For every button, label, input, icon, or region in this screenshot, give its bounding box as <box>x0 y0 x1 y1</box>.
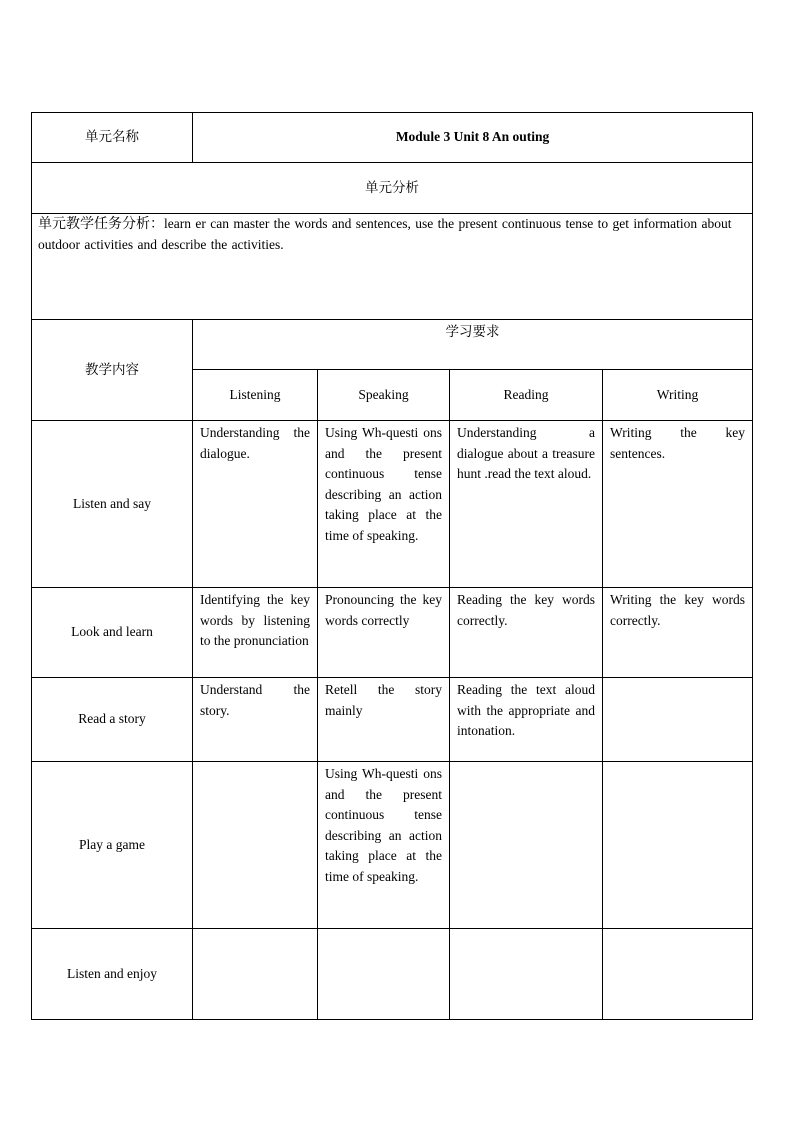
content-item-name: Play a game <box>32 762 193 929</box>
speaking-requirement: Using Wh-questi ons and the present continuous tense describing an action taking place at the time of speaking. <box>318 762 450 929</box>
skill-header-reading: Reading <box>450 370 603 421</box>
writing-requirement: Writing the key sentences. <box>603 421 753 588</box>
listening-requirement <box>193 929 318 1020</box>
listening-requirement: Understand the story. <box>193 678 318 762</box>
table-row <box>32 421 753 588</box>
writing-requirement <box>603 678 753 762</box>
analysis-header-row <box>32 163 753 214</box>
task-analysis-cell <box>32 214 753 320</box>
requirements-label: 学习要求 <box>193 320 753 370</box>
table-row <box>32 762 753 929</box>
unit-name-row <box>32 113 753 163</box>
unit-name-label: 单元名称 <box>32 113 193 163</box>
skill-header-listening: Listening <box>193 370 318 421</box>
unit-name-value: Module 3 Unit 8 An outing <box>193 113 753 163</box>
content-item-name: Read a story <box>32 678 193 762</box>
speaking-requirement <box>318 929 450 1020</box>
speaking-requirement: Using Wh-questi ons and the present continuous tense describing an action taking place at the time of speaking. <box>318 421 450 588</box>
reading-requirement <box>450 762 603 929</box>
writing-requirement: Writing the key words correctly. <box>603 588 753 678</box>
analysis-header: 单元分析 <box>32 163 753 214</box>
skill-header-writing: Writing <box>603 370 753 421</box>
listening-requirement <box>193 762 318 929</box>
unit-plan-table <box>31 112 753 1020</box>
table-row <box>32 929 753 1020</box>
speaking-requirement: Retell the story mainly <box>318 678 450 762</box>
speaking-requirement: Pronouncing the key words correctly <box>318 588 450 678</box>
content-item-name: Listen and say <box>32 421 193 588</box>
content-item-name: Listen and enjoy <box>32 929 193 1020</box>
writing-requirement <box>603 929 753 1020</box>
listening-requirement: Understanding the dialogue. <box>193 421 318 588</box>
content-label: 教学内容 <box>32 320 193 421</box>
content-item-name: Look and learn <box>32 588 193 678</box>
reading-requirement <box>450 929 603 1020</box>
task-analysis-label: 单元教学任务分析： <box>38 216 164 232</box>
table-row <box>32 588 753 678</box>
writing-requirement <box>603 762 753 929</box>
task-analysis-row <box>32 214 753 320</box>
table-row <box>32 678 753 762</box>
requirements-header-row <box>32 320 753 370</box>
listening-requirement: Identifying the key words by listening to the pronunciation <box>193 588 318 678</box>
reading-requirement: Understanding a dialogue about a treasure hunt .read the text aloud. <box>450 421 603 588</box>
task-analysis-text: learn er can master the words and sentences, use the present continuous tense to get information about outdoor activities and describe the activities. <box>38 216 732 252</box>
reading-requirement: Reading the key words correctly. <box>450 588 603 678</box>
skill-header-speaking: Speaking <box>318 370 450 421</box>
reading-requirement: Reading the text aloud with the appropriate and intonation. <box>450 678 603 762</box>
